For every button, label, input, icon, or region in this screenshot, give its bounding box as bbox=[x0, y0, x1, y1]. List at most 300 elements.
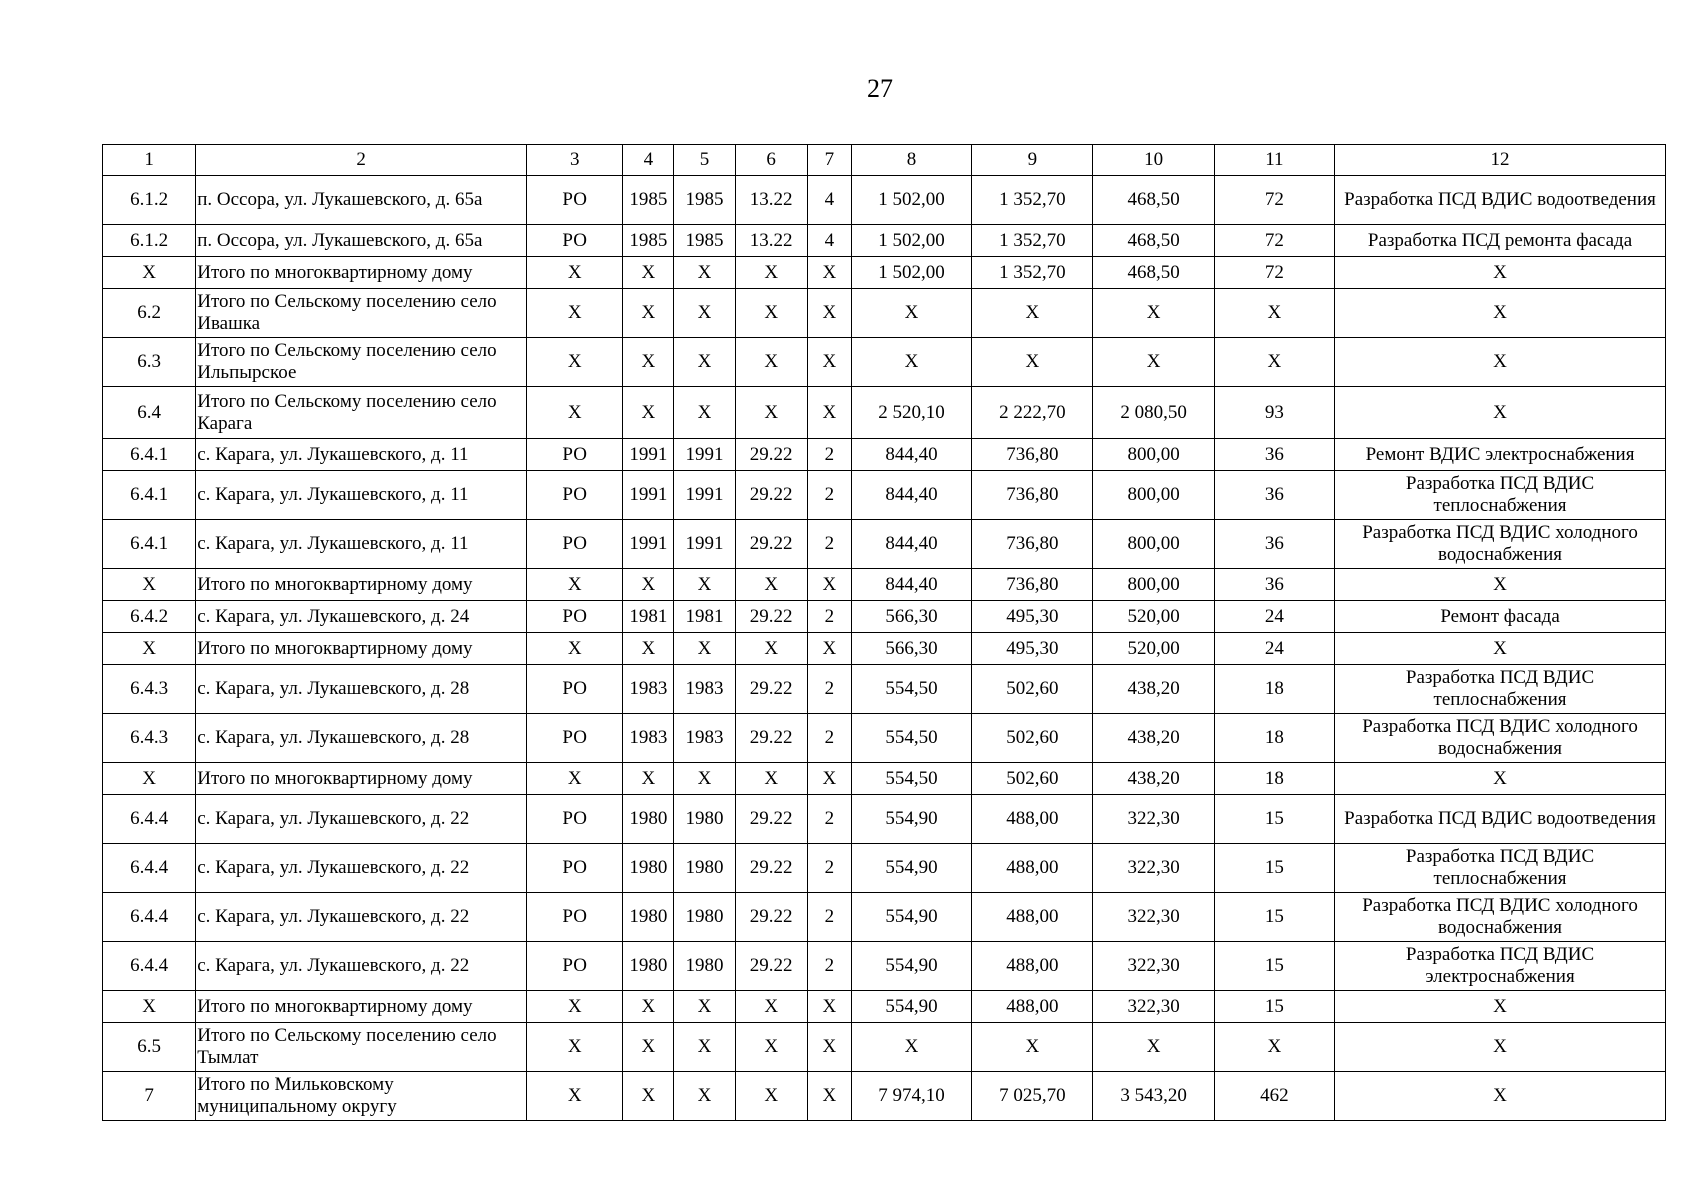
floors-cell: Х bbox=[807, 633, 851, 665]
owner-cell: Х bbox=[527, 991, 623, 1023]
work-type-cell: Х bbox=[1335, 763, 1666, 795]
cost-cell: 468,50 bbox=[1093, 176, 1214, 225]
column-header: 3 bbox=[527, 145, 623, 176]
num-cell: 6.3 bbox=[103, 338, 196, 387]
total-area-cell: 1 502,00 bbox=[851, 225, 971, 257]
residents-cell: 15 bbox=[1214, 795, 1334, 844]
code-cell: 29.22 bbox=[735, 893, 807, 942]
num-cell: Х bbox=[103, 763, 196, 795]
year-built-cell: 1991 bbox=[623, 439, 674, 471]
address-cell: Итого по Сельскому поселению село Ильпырское bbox=[196, 338, 527, 387]
residents-cell: 36 bbox=[1214, 471, 1334, 520]
code-cell: Х bbox=[735, 257, 807, 289]
year-commission-cell: Х bbox=[674, 338, 735, 387]
num-cell: 6.5 bbox=[103, 1023, 196, 1072]
year-commission-cell: Х bbox=[674, 991, 735, 1023]
table-row bbox=[103, 569, 1666, 601]
living-area-cell: Х bbox=[972, 1023, 1093, 1072]
code-cell: 29.22 bbox=[735, 471, 807, 520]
owner-cell: Х bbox=[527, 1072, 623, 1121]
address-cell: Итого по многоквартирному дому bbox=[196, 763, 527, 795]
residents-cell: 18 bbox=[1214, 665, 1334, 714]
year-built-cell: Х bbox=[623, 1023, 674, 1072]
floors-cell: 2 bbox=[807, 439, 851, 471]
owner-cell: Х bbox=[527, 338, 623, 387]
residents-cell: Х bbox=[1214, 1023, 1334, 1072]
floors-cell: 2 bbox=[807, 714, 851, 763]
year-built-cell: Х bbox=[623, 387, 674, 439]
cost-cell: 800,00 bbox=[1093, 439, 1214, 471]
year-commission-cell: Х bbox=[674, 1023, 735, 1072]
address-cell: с. Карага, ул. Лукашевского, д. 11 bbox=[196, 471, 527, 520]
num-cell: 6.4.4 bbox=[103, 844, 196, 893]
total-area-cell: 844,40 bbox=[851, 439, 971, 471]
column-header: 4 bbox=[623, 145, 674, 176]
page-number: 27 bbox=[867, 74, 893, 103]
year-commission-cell: Х bbox=[674, 569, 735, 601]
floors-cell: 2 bbox=[807, 942, 851, 991]
column-header: 8 bbox=[851, 145, 971, 176]
cost-cell: 322,30 bbox=[1093, 795, 1214, 844]
code-cell: Х bbox=[735, 569, 807, 601]
code-cell: 29.22 bbox=[735, 665, 807, 714]
code-cell: 29.22 bbox=[735, 942, 807, 991]
code-cell: Х bbox=[735, 387, 807, 439]
owner-cell: РО bbox=[527, 942, 623, 991]
living-area-cell: 7 025,70 bbox=[972, 1072, 1093, 1121]
year-commission-cell: 1980 bbox=[674, 795, 735, 844]
code-cell: 29.22 bbox=[735, 795, 807, 844]
living-area-cell: 502,60 bbox=[972, 665, 1093, 714]
residents-cell: 18 bbox=[1214, 763, 1334, 795]
living-area-cell: 736,80 bbox=[972, 439, 1093, 471]
cost-cell: 2 080,50 bbox=[1093, 387, 1214, 439]
code-cell: 13.22 bbox=[735, 176, 807, 225]
cost-cell: 322,30 bbox=[1093, 991, 1214, 1023]
address-cell: с. Карага, ул. Лукашевского, д. 22 bbox=[196, 942, 527, 991]
code-cell: Х bbox=[735, 289, 807, 338]
work-type-cell: Х bbox=[1335, 257, 1666, 289]
year-built-cell: Х bbox=[623, 763, 674, 795]
code-cell: Х bbox=[735, 1072, 807, 1121]
address-cell: Итого по Сельскому поселению село Карага bbox=[196, 387, 527, 439]
num-cell: 6.4.4 bbox=[103, 942, 196, 991]
code-cell: Х bbox=[735, 991, 807, 1023]
address-cell: Итого по Мильковскому муниципальному округу bbox=[196, 1072, 527, 1121]
year-built-cell: 1991 bbox=[623, 471, 674, 520]
code-cell: Х bbox=[735, 338, 807, 387]
cost-cell: 438,20 bbox=[1093, 763, 1214, 795]
code-cell: 29.22 bbox=[735, 601, 807, 633]
address-cell: с. Карага, ул. Лукашевского, д. 24 bbox=[196, 601, 527, 633]
address-cell: п. Оссора, ул. Лукашевского, д. 65а bbox=[196, 176, 527, 225]
work-type-cell: Х bbox=[1335, 569, 1666, 601]
year-built-cell: 1985 bbox=[623, 225, 674, 257]
year-commission-cell: Х bbox=[674, 257, 735, 289]
num-cell: 6.4.1 bbox=[103, 471, 196, 520]
living-area-cell: 488,00 bbox=[972, 942, 1093, 991]
num-cell: 6.1.2 bbox=[103, 176, 196, 225]
work-type-cell: Разработка ПСД ВДИС теплоснабжения bbox=[1335, 471, 1666, 520]
work-type-cell: Х bbox=[1335, 633, 1666, 665]
work-type-cell: Х bbox=[1335, 991, 1666, 1023]
cost-cell: 800,00 bbox=[1093, 569, 1214, 601]
work-type-cell: Х bbox=[1335, 289, 1666, 338]
work-type-cell: Х bbox=[1335, 1072, 1666, 1121]
total-area-cell: 554,50 bbox=[851, 665, 971, 714]
living-area-cell: 736,80 bbox=[972, 569, 1093, 601]
floors-cell: 2 bbox=[807, 520, 851, 569]
address-cell: с. Карага, ул. Лукашевского, д. 22 bbox=[196, 795, 527, 844]
floors-cell: Х bbox=[807, 1023, 851, 1072]
floors-cell: 2 bbox=[807, 795, 851, 844]
column-header: 12 bbox=[1335, 145, 1666, 176]
year-commission-cell: 1981 bbox=[674, 601, 735, 633]
total-area-cell: Х bbox=[851, 338, 971, 387]
residents-cell: 36 bbox=[1214, 569, 1334, 601]
num-cell: 6.1.2 bbox=[103, 225, 196, 257]
total-area-cell: 554,90 bbox=[851, 942, 971, 991]
cost-cell: 520,00 bbox=[1093, 601, 1214, 633]
living-area-cell: 488,00 bbox=[972, 795, 1093, 844]
year-built-cell: Х bbox=[623, 569, 674, 601]
floors-cell: 4 bbox=[807, 176, 851, 225]
owner-cell: Х bbox=[527, 569, 623, 601]
column-header: 10 bbox=[1093, 145, 1214, 176]
residents-cell: 18 bbox=[1214, 714, 1334, 763]
num-cell: 6.4.1 bbox=[103, 520, 196, 569]
owner-cell: Х bbox=[527, 257, 623, 289]
work-type-cell: Разработка ПСД ВДИС холодного водоснабжения bbox=[1335, 520, 1666, 569]
living-area-cell: 2 222,70 bbox=[972, 387, 1093, 439]
living-area-cell: 502,60 bbox=[972, 714, 1093, 763]
owner-cell: РО bbox=[527, 714, 623, 763]
year-commission-cell: 1991 bbox=[674, 520, 735, 569]
cost-cell: Х bbox=[1093, 289, 1214, 338]
owner-cell: РО bbox=[527, 795, 623, 844]
table-row bbox=[103, 991, 1666, 1023]
year-built-cell: 1983 bbox=[623, 665, 674, 714]
num-cell: 6.4 bbox=[103, 387, 196, 439]
table-row bbox=[103, 633, 1666, 665]
table-row bbox=[103, 844, 1666, 893]
address-cell: Итого по многоквартирному дому bbox=[196, 991, 527, 1023]
num-cell: 6.4.3 bbox=[103, 714, 196, 763]
cost-cell: 438,20 bbox=[1093, 714, 1214, 763]
residents-cell: 462 bbox=[1214, 1072, 1334, 1121]
year-commission-cell: 1980 bbox=[674, 844, 735, 893]
cost-cell: 322,30 bbox=[1093, 893, 1214, 942]
year-built-cell: Х bbox=[623, 289, 674, 338]
year-commission-cell: Х bbox=[674, 1072, 735, 1121]
table-row bbox=[103, 795, 1666, 844]
total-area-cell: 1 502,00 bbox=[851, 257, 971, 289]
year-built-cell: Х bbox=[623, 1072, 674, 1121]
work-type-cell: Разработка ПСД ВДИС холодного водоснабжения bbox=[1335, 714, 1666, 763]
work-type-cell: Разработка ПСД ВДИС холодного водоснабжения bbox=[1335, 893, 1666, 942]
year-commission-cell: 1985 bbox=[674, 176, 735, 225]
residents-cell: 15 bbox=[1214, 844, 1334, 893]
num-cell: 6.2 bbox=[103, 289, 196, 338]
residents-cell: 36 bbox=[1214, 439, 1334, 471]
total-area-cell: 844,40 bbox=[851, 569, 971, 601]
year-built-cell: 1980 bbox=[623, 844, 674, 893]
address-cell: с. Карага, ул. Лукашевского, д. 11 bbox=[196, 439, 527, 471]
total-area-cell: 1 502,00 bbox=[851, 176, 971, 225]
owner-cell: Х bbox=[527, 387, 623, 439]
living-area-cell: 495,30 bbox=[972, 633, 1093, 665]
work-type-cell: Х bbox=[1335, 1023, 1666, 1072]
year-built-cell: 1981 bbox=[623, 601, 674, 633]
num-cell: 6.4.2 bbox=[103, 601, 196, 633]
floors-cell: Х bbox=[807, 569, 851, 601]
living-area-cell: 1 352,70 bbox=[972, 176, 1093, 225]
num-cell: Х bbox=[103, 633, 196, 665]
work-type-cell: Ремонт фасада bbox=[1335, 601, 1666, 633]
work-type-cell: Разработка ПСД ВДИС теплоснабжения bbox=[1335, 665, 1666, 714]
residents-cell: 15 bbox=[1214, 991, 1334, 1023]
year-commission-cell: Х bbox=[674, 289, 735, 338]
floors-cell: Х bbox=[807, 338, 851, 387]
cost-cell: 468,50 bbox=[1093, 257, 1214, 289]
cost-cell: Х bbox=[1093, 338, 1214, 387]
residents-cell: 72 bbox=[1214, 257, 1334, 289]
code-cell: 29.22 bbox=[735, 520, 807, 569]
num-cell: 6.4.4 bbox=[103, 893, 196, 942]
year-built-cell: Х bbox=[623, 991, 674, 1023]
num-cell: Х bbox=[103, 991, 196, 1023]
address-cell: Итого по многоквартирному дому bbox=[196, 633, 527, 665]
column-header: 7 bbox=[807, 145, 851, 176]
cost-cell: 520,00 bbox=[1093, 633, 1214, 665]
year-commission-cell: 1980 bbox=[674, 942, 735, 991]
address-cell: Итого по многоквартирному дому bbox=[196, 257, 527, 289]
address-cell: Итого по многоквартирному дому bbox=[196, 569, 527, 601]
owner-cell: РО bbox=[527, 225, 623, 257]
floors-cell: 2 bbox=[807, 601, 851, 633]
address-cell: п. Оссора, ул. Лукашевского, д. 65а bbox=[196, 225, 527, 257]
total-area-cell: Х bbox=[851, 1023, 971, 1072]
owner-cell: РО bbox=[527, 601, 623, 633]
total-area-cell: 7 974,10 bbox=[851, 1072, 971, 1121]
living-area-cell: 736,80 bbox=[972, 520, 1093, 569]
residents-cell: 93 bbox=[1214, 387, 1334, 439]
work-type-cell: Ремонт ВДИС электроснабжения bbox=[1335, 439, 1666, 471]
total-area-cell: 554,90 bbox=[851, 893, 971, 942]
residents-cell: Х bbox=[1214, 338, 1334, 387]
table-row bbox=[103, 1023, 1666, 1072]
residents-cell: 15 bbox=[1214, 942, 1334, 991]
year-built-cell: Х bbox=[623, 257, 674, 289]
year-built-cell: 1980 bbox=[623, 893, 674, 942]
living-area-cell: 736,80 bbox=[972, 471, 1093, 520]
year-built-cell: 1985 bbox=[623, 176, 674, 225]
work-type-cell: Разработка ПСД ремонта фасада bbox=[1335, 225, 1666, 257]
cost-cell: 322,30 bbox=[1093, 844, 1214, 893]
header-row bbox=[103, 145, 1666, 176]
address-cell: с. Карага, ул. Лукашевского, д. 28 bbox=[196, 714, 527, 763]
total-area-cell: 554,90 bbox=[851, 991, 971, 1023]
table-row bbox=[103, 225, 1666, 257]
year-commission-cell: 1991 bbox=[674, 439, 735, 471]
table-row bbox=[103, 387, 1666, 439]
owner-cell: РО bbox=[527, 471, 623, 520]
address-cell: Итого по Сельскому поселению село Ивашка bbox=[196, 289, 527, 338]
total-area-cell: 554,90 bbox=[851, 844, 971, 893]
living-area-cell: 488,00 bbox=[972, 893, 1093, 942]
table-row bbox=[103, 942, 1666, 991]
floors-cell: Х bbox=[807, 991, 851, 1023]
year-built-cell: 1991 bbox=[623, 520, 674, 569]
living-area-cell: 488,00 bbox=[972, 991, 1093, 1023]
num-cell: 6.4.4 bbox=[103, 795, 196, 844]
total-area-cell: 566,30 bbox=[851, 601, 971, 633]
cost-cell: 322,30 bbox=[1093, 942, 1214, 991]
cost-cell: 800,00 bbox=[1093, 471, 1214, 520]
address-cell: Итого по Сельскому поселению село Тымлат bbox=[196, 1023, 527, 1072]
floors-cell: 4 bbox=[807, 225, 851, 257]
total-area-cell: 844,40 bbox=[851, 520, 971, 569]
table-row bbox=[103, 665, 1666, 714]
table-row bbox=[103, 176, 1666, 225]
year-commission-cell: 1985 bbox=[674, 225, 735, 257]
total-area-cell: 554,90 bbox=[851, 795, 971, 844]
housing-repair-table bbox=[102, 144, 1666, 1121]
num-cell: Х bbox=[103, 569, 196, 601]
num-cell: 7 bbox=[103, 1072, 196, 1121]
cost-cell: 3 543,20 bbox=[1093, 1072, 1214, 1121]
table-row bbox=[103, 601, 1666, 633]
address-cell: с. Карага, ул. Лукашевского, д. 22 bbox=[196, 844, 527, 893]
total-area-cell: 2 520,10 bbox=[851, 387, 971, 439]
floors-cell: Х bbox=[807, 387, 851, 439]
work-type-cell: Х bbox=[1335, 387, 1666, 439]
residents-cell: Х bbox=[1214, 289, 1334, 338]
total-area-cell: 554,50 bbox=[851, 763, 971, 795]
code-cell: Х bbox=[735, 763, 807, 795]
cost-cell: 468,50 bbox=[1093, 225, 1214, 257]
table-row bbox=[103, 289, 1666, 338]
year-built-cell: 1980 bbox=[623, 795, 674, 844]
owner-cell: РО bbox=[527, 176, 623, 225]
living-area-cell: Х bbox=[972, 338, 1093, 387]
year-commission-cell: 1983 bbox=[674, 665, 735, 714]
table-row bbox=[103, 714, 1666, 763]
year-built-cell: Х bbox=[623, 633, 674, 665]
table-body bbox=[103, 145, 1666, 1121]
owner-cell: Х bbox=[527, 289, 623, 338]
work-type-cell: Разработка ПСД ВДИС теплоснабжения bbox=[1335, 844, 1666, 893]
total-area-cell: Х bbox=[851, 289, 971, 338]
column-header: 2 bbox=[196, 145, 527, 176]
table-row bbox=[103, 439, 1666, 471]
address-cell: с. Карага, ул. Лукашевского, д. 11 bbox=[196, 520, 527, 569]
floors-cell: Х bbox=[807, 289, 851, 338]
year-commission-cell: 1980 bbox=[674, 893, 735, 942]
cost-cell: 800,00 bbox=[1093, 520, 1214, 569]
living-area-cell: 1 352,70 bbox=[972, 257, 1093, 289]
column-header: 6 bbox=[735, 145, 807, 176]
residents-cell: 72 bbox=[1214, 176, 1334, 225]
owner-cell: РО bbox=[527, 439, 623, 471]
floors-cell: 2 bbox=[807, 471, 851, 520]
owner-cell: Х bbox=[527, 763, 623, 795]
address-cell: с. Карага, ул. Лукашевского, д. 28 bbox=[196, 665, 527, 714]
total-area-cell: 844,40 bbox=[851, 471, 971, 520]
total-area-cell: 554,50 bbox=[851, 714, 971, 763]
floors-cell: 2 bbox=[807, 893, 851, 942]
year-commission-cell: Х bbox=[674, 633, 735, 665]
year-commission-cell: Х bbox=[674, 387, 735, 439]
owner-cell: Х bbox=[527, 1023, 623, 1072]
code-cell: 29.22 bbox=[735, 714, 807, 763]
work-type-cell: Разработка ПСД ВДИС водоотведения bbox=[1335, 795, 1666, 844]
residents-cell: 36 bbox=[1214, 520, 1334, 569]
num-cell: Х bbox=[103, 257, 196, 289]
owner-cell: РО bbox=[527, 520, 623, 569]
living-area-cell: 488,00 bbox=[972, 844, 1093, 893]
work-type-cell: Разработка ПСД ВДИС водоотведения bbox=[1335, 176, 1666, 225]
cost-cell: 438,20 bbox=[1093, 665, 1214, 714]
address-cell: с. Карага, ул. Лукашевского, д. 22 bbox=[196, 893, 527, 942]
table-row bbox=[103, 763, 1666, 795]
floors-cell: Х bbox=[807, 1072, 851, 1121]
floors-cell: Х bbox=[807, 763, 851, 795]
owner-cell: Х bbox=[527, 633, 623, 665]
owner-cell: РО bbox=[527, 893, 623, 942]
year-commission-cell: 1991 bbox=[674, 471, 735, 520]
residents-cell: 15 bbox=[1214, 893, 1334, 942]
year-built-cell: 1983 bbox=[623, 714, 674, 763]
num-cell: 6.4.1 bbox=[103, 439, 196, 471]
code-cell: 13.22 bbox=[735, 225, 807, 257]
year-built-cell: Х bbox=[623, 338, 674, 387]
table-row bbox=[103, 1072, 1666, 1121]
column-header: 5 bbox=[674, 145, 735, 176]
code-cell: 29.22 bbox=[735, 439, 807, 471]
total-area-cell: 566,30 bbox=[851, 633, 971, 665]
living-area-cell: 1 352,70 bbox=[972, 225, 1093, 257]
code-cell: Х bbox=[735, 1023, 807, 1072]
living-area-cell: Х bbox=[972, 289, 1093, 338]
residents-cell: 24 bbox=[1214, 601, 1334, 633]
code-cell: Х bbox=[735, 633, 807, 665]
floors-cell: 2 bbox=[807, 665, 851, 714]
table-row bbox=[103, 520, 1666, 569]
table-row bbox=[103, 338, 1666, 387]
table-row bbox=[103, 257, 1666, 289]
residents-cell: 24 bbox=[1214, 633, 1334, 665]
floors-cell: Х bbox=[807, 257, 851, 289]
table-row bbox=[103, 471, 1666, 520]
residents-cell: 72 bbox=[1214, 225, 1334, 257]
work-type-cell: Х bbox=[1335, 338, 1666, 387]
num-cell: 6.4.3 bbox=[103, 665, 196, 714]
table-row bbox=[103, 893, 1666, 942]
year-built-cell: 1980 bbox=[623, 942, 674, 991]
owner-cell: РО bbox=[527, 844, 623, 893]
code-cell: 29.22 bbox=[735, 844, 807, 893]
owner-cell: РО bbox=[527, 665, 623, 714]
column-header: 1 bbox=[103, 145, 196, 176]
column-header: 11 bbox=[1214, 145, 1334, 176]
living-area-cell: 495,30 bbox=[972, 601, 1093, 633]
floors-cell: 2 bbox=[807, 844, 851, 893]
cost-cell: Х bbox=[1093, 1023, 1214, 1072]
year-commission-cell: Х bbox=[674, 763, 735, 795]
living-area-cell: 502,60 bbox=[972, 763, 1093, 795]
year-commission-cell: 1983 bbox=[674, 714, 735, 763]
